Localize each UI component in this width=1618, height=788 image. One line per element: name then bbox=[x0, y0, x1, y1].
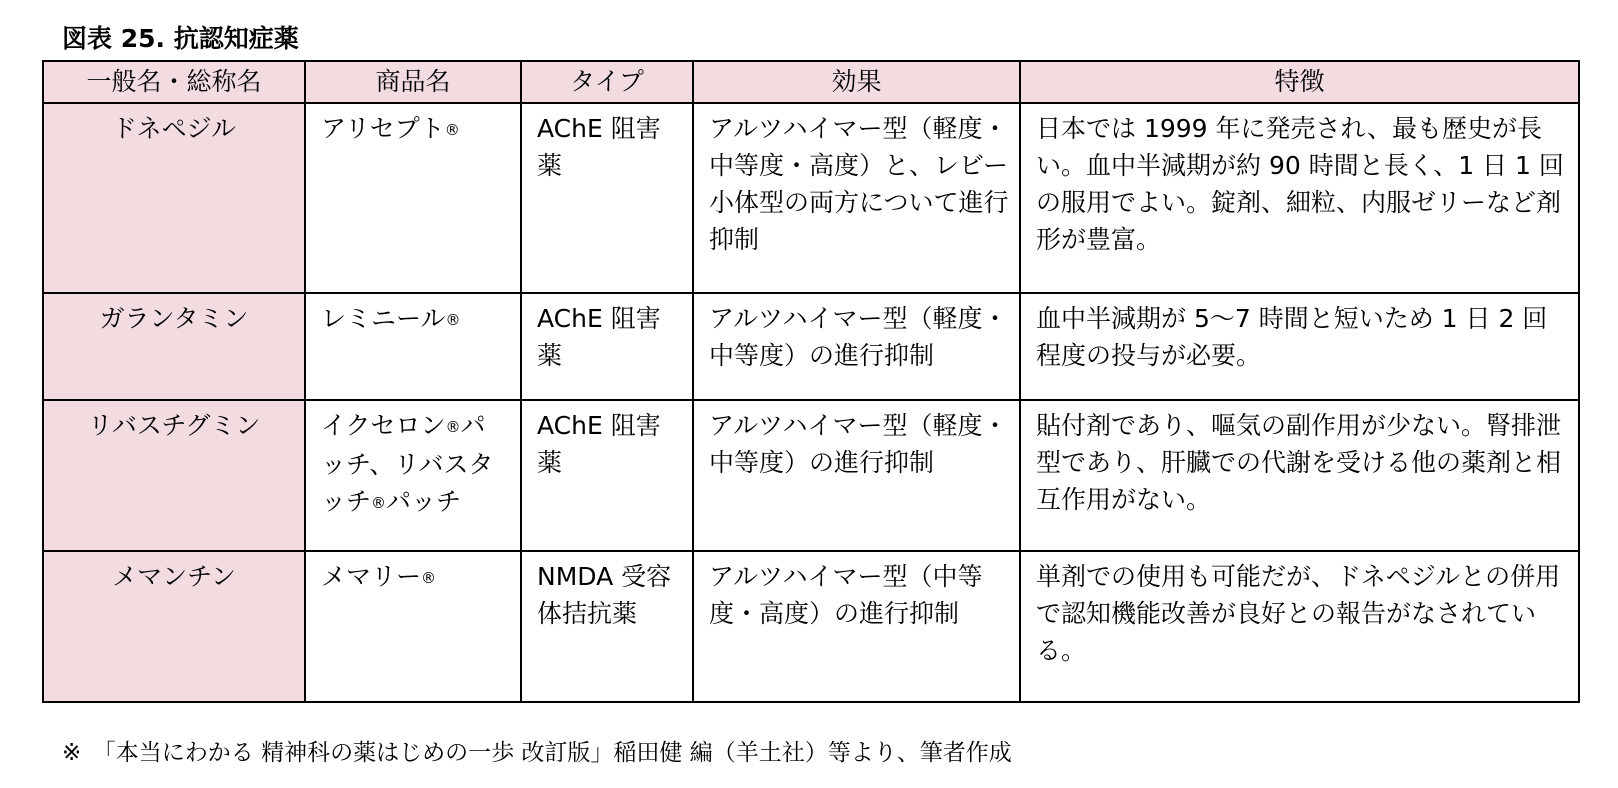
brand-name-cell bbox=[305, 103, 521, 293]
generic-name-cell: リバスチグミン bbox=[43, 400, 305, 551]
feature-cell: 単剤での使用も可能だが、ドネペジルとの併用で認知機能改善が良好との報告がなされている。 bbox=[1020, 551, 1579, 702]
registered-mark: ® bbox=[445, 418, 461, 436]
type-cell: AChE 阻害薬 bbox=[521, 293, 693, 400]
registered-mark: ® bbox=[444, 121, 460, 139]
brand-name-cell bbox=[305, 400, 521, 551]
feature-cell: 貼付剤であり、嘔気の副作用が少ない。腎排泄型であり、肝臓での代謝を受ける他の薬剤と相互作用がない。 bbox=[1020, 400, 1579, 551]
header-generic-name: 一般名・総称名 bbox=[43, 61, 305, 103]
table-row bbox=[43, 293, 1579, 400]
effect-cell: アルツハイマー型（軽度・中等度）の進行抑制 bbox=[693, 400, 1020, 551]
brand-name: レミニール bbox=[321, 304, 446, 333]
generic-name-cell: ガランタミン bbox=[43, 293, 305, 400]
brand-name-cell bbox=[305, 551, 521, 702]
figure-title: 図表 25. 抗認知症薬 bbox=[62, 24, 299, 53]
brand-name: イクセロン bbox=[321, 411, 446, 440]
header-type: タイプ bbox=[521, 61, 693, 103]
table-row bbox=[43, 551, 1579, 702]
registered-mark: ® bbox=[421, 569, 437, 587]
header-feature: 特徴 bbox=[1020, 61, 1579, 103]
table-row bbox=[43, 103, 1579, 293]
brand-name-cell bbox=[305, 293, 521, 400]
brand-name: アリセプト bbox=[321, 114, 445, 143]
type-cell: AChE 阻害薬 bbox=[521, 103, 693, 293]
brand-name-continued: パッチ、リバスタッチ bbox=[321, 411, 494, 516]
type-cell: AChE 阻害薬 bbox=[521, 400, 693, 551]
generic-name-cell: ドネペジル bbox=[43, 103, 305, 293]
table-row bbox=[43, 400, 1579, 551]
header-effect: 効果 bbox=[693, 61, 1020, 103]
type-cell: NMDA 受容体拮抗薬 bbox=[521, 551, 693, 702]
brand-name-suffix: パッチ bbox=[386, 487, 462, 516]
header-brand-name: 商品名 bbox=[305, 61, 521, 103]
registered-mark: ® bbox=[371, 494, 387, 512]
drug-table bbox=[42, 60, 1580, 703]
registered-mark: ® bbox=[445, 311, 461, 329]
brand-name: メマリー bbox=[321, 562, 422, 591]
table-header-row bbox=[43, 61, 1579, 103]
effect-cell: アルツハイマー型（中等度・高度）の進行抑制 bbox=[693, 551, 1020, 702]
effect-cell: アルツハイマー型（軽度・中等度・高度）と、レビー小体型の両方について進行抑制 bbox=[693, 103, 1020, 293]
effect-cell: アルツハイマー型（軽度・中等度）の進行抑制 bbox=[693, 293, 1020, 400]
feature-cell: 血中半減期が 5〜7 時間と短いため 1 日 2 回程度の投与が必要。 bbox=[1020, 293, 1579, 400]
feature-cell: 日本では 1999 年に発売され、最も歴史が長い。血中半減期が約 90 時間と長く、1 日 1 回の服用でよい。錠剤、細粒、内服ゼリーなど剤形が豊富。 bbox=[1020, 103, 1579, 293]
source-footnote: ※ 「本当にわかる 精神科の薬はじめの一歩 改訂版」稲田健 編（羊土社）等より、筆者作成 bbox=[62, 740, 1012, 766]
generic-name-cell: メマンチン bbox=[43, 551, 305, 702]
